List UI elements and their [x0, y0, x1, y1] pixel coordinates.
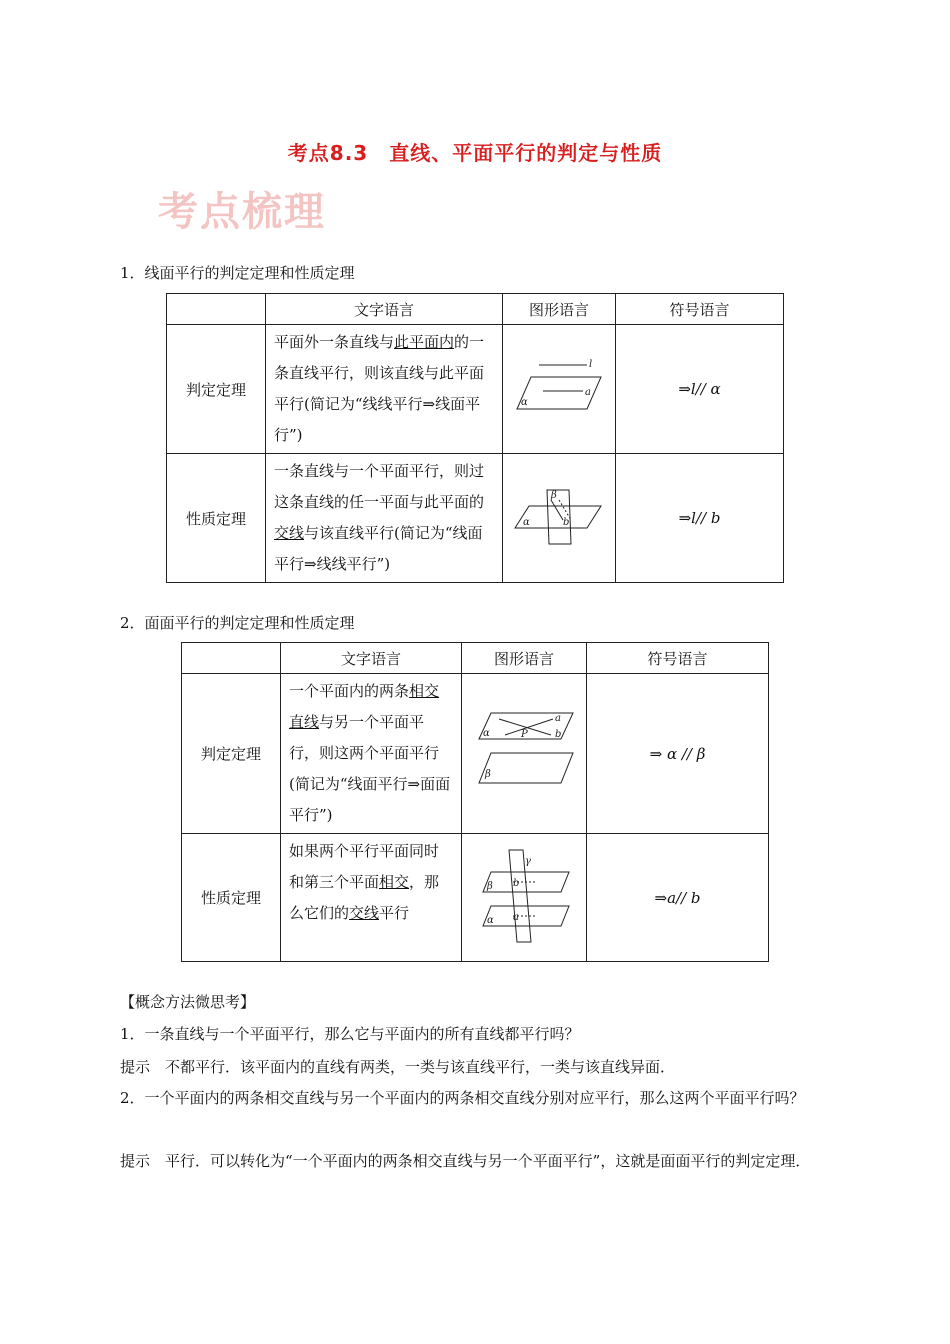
svg-text:α: α	[521, 397, 528, 408]
row-name: 判定定理	[167, 325, 266, 454]
svg-text:a: a	[513, 911, 519, 923]
row-symbol: ⇒l// α	[616, 325, 784, 454]
svg-text:l: l	[589, 359, 593, 370]
answer-2: 提示 平行．可以转化为“一个平面内的两条相交直线与另一个平面平行”，这就是面面平行的判定定理．	[120, 1152, 811, 1170]
question-2: 2．一个平面内的两条相交直线与另一个平面内的两条相交直线分别对应平行，那么这两个平面平行吗？	[120, 1089, 805, 1107]
header-text: 文字语言	[266, 294, 503, 325]
svg-text:α: α	[487, 914, 494, 926]
svg-text:β: β	[485, 768, 491, 780]
svg-text:b: b	[513, 877, 520, 889]
svg-text:β: β	[487, 880, 493, 892]
header-empty	[182, 643, 281, 674]
header-symbol: 符号语言	[616, 294, 784, 325]
section-banner: 考点梳理	[158, 188, 326, 235]
row-text: 一条直线与一个平面平行，则过这条直线的任一平面与此平面的交线与该直线平行(简记为“线面平行⇒线线平行”)	[266, 454, 503, 583]
header-figure: 图形语言	[503, 294, 616, 325]
section2-heading: 2．面面平行的判定定理和性质定理	[120, 614, 355, 632]
svg-text:b: b	[555, 728, 562, 740]
header-figure: 图形语言	[462, 643, 587, 674]
svg-text:P: P	[521, 728, 528, 740]
svg-text:α: α	[523, 517, 530, 528]
row-symbol: ⇒ α // β	[587, 674, 769, 834]
figure-plane-plane-criterion	[462, 674, 587, 834]
svg-text:γ: γ	[525, 855, 531, 867]
row-text: 一个平面内的两条相交直线与另一个平面平行，则这两个平面平行(简记为“线面平行⇒面面平行”)	[281, 674, 462, 834]
row-name: 性质定理	[167, 454, 266, 583]
table-row	[167, 454, 784, 583]
table-row	[182, 674, 769, 834]
svg-text:b: b	[563, 517, 570, 528]
concept-heading: 【概念方法微思考】	[120, 993, 256, 1011]
svg-text:a: a	[555, 712, 561, 724]
page-title: 考点8.3 直线、平面平行的判定与性质	[287, 141, 663, 165]
section1-heading: 1．线面平行的判定定理和性质定理	[120, 264, 355, 282]
plane-plane-table	[181, 642, 769, 962]
figure-line-plane-property	[503, 454, 616, 583]
figure-plane-plane-property	[462, 834, 587, 962]
row-text: 如果两个平行平面同时和第三个平面相交，那么它们的交线平行	[281, 834, 462, 962]
line-plane-table	[166, 293, 784, 583]
table-row	[182, 834, 769, 962]
header-text: 文字语言	[281, 643, 462, 674]
row-symbol: ⇒a// b	[587, 834, 769, 962]
svg-text:a: a	[585, 387, 591, 398]
row-name: 性质定理	[182, 834, 281, 962]
figure-line-plane-criterion	[503, 325, 616, 454]
svg-text:β: β	[551, 490, 557, 501]
row-name: 判定定理	[182, 674, 281, 834]
table-row	[167, 325, 784, 454]
answer-1: 提示 不都平行．该平面内的直线有两类，一类与该直线平行，一类与该直线异面．	[120, 1058, 676, 1076]
row-symbol: ⇒l// b	[616, 454, 784, 583]
row-text: 平面外一条直线与此平面内的一条直线平行，则该直线与此平面平行(简记为“线线平行⇒线面平行”)	[266, 325, 503, 454]
question-1: 1．一条直线与一个平面平行，那么它与平面内的所有直线都平行吗？	[120, 1025, 580, 1043]
svg-text:α: α	[483, 727, 490, 739]
header-symbol: 符号语言	[587, 643, 769, 674]
header-empty	[167, 294, 266, 325]
